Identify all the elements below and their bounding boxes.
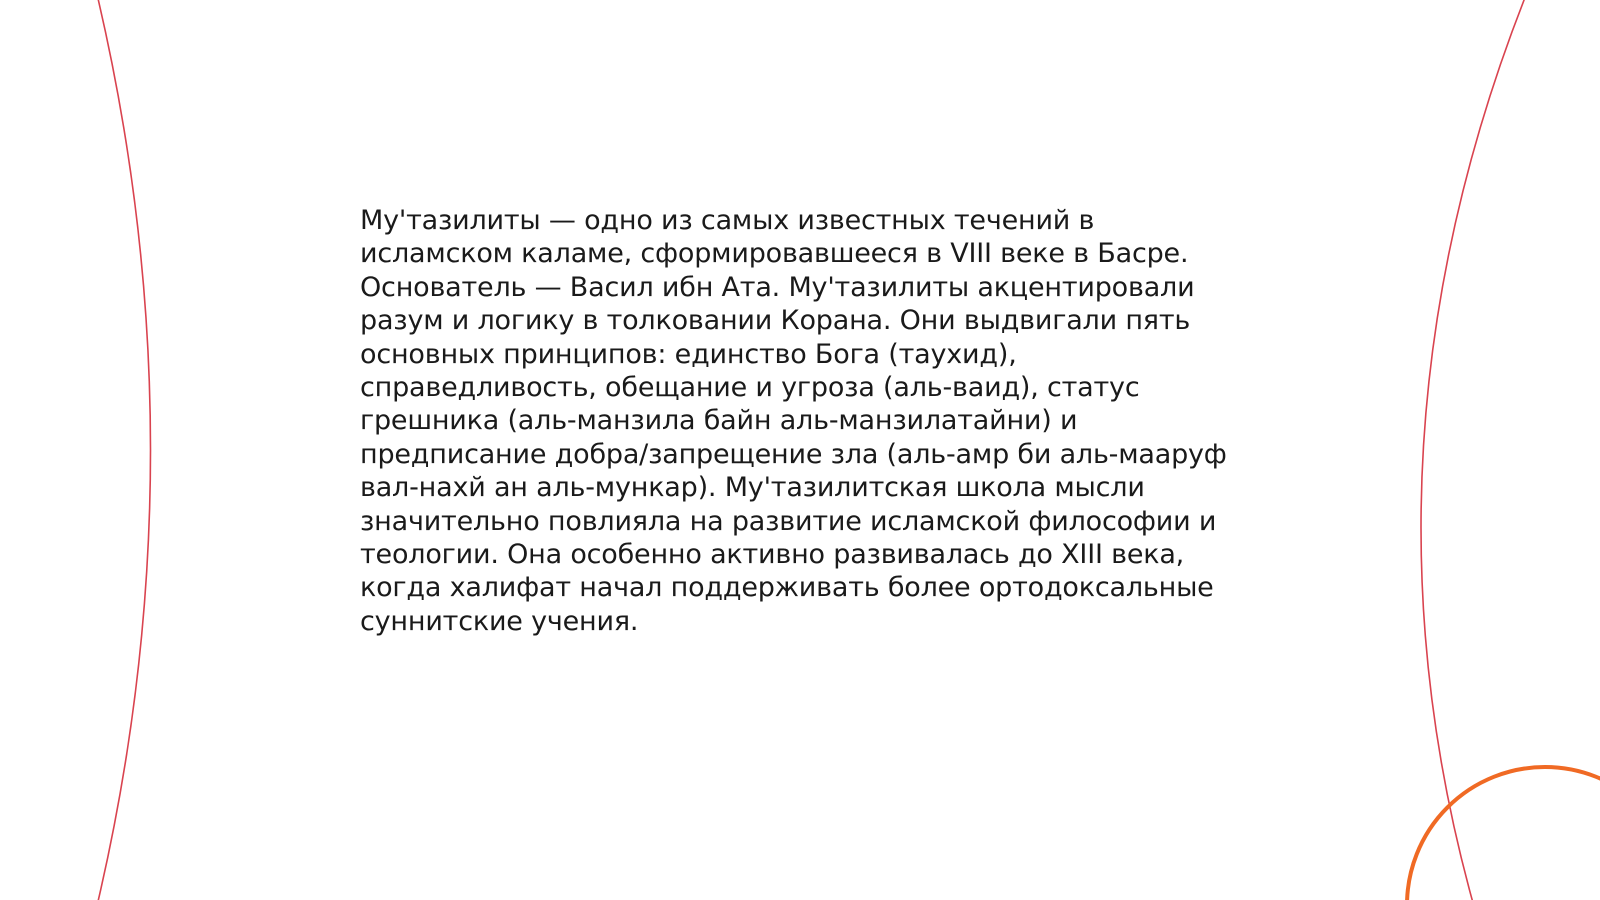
- left-arc-line: [96, 0, 151, 900]
- accent-circle: [1407, 767, 1600, 900]
- slide-body-text: Му'тазилиты — одно из самых известных течений в исламском каламе, сформировавшееся в VIII веке в Басре. Основатель — Васил ибн Ата. Му'тазилиты акцентировали разум и логику в толковании Корана. Они выдвигали пять основных принципов: единство Бога (таухид), справедливость, обещание и угроза (аль-ваид), статус грешника (аль-манзила байн аль-манзилатайни) и предписание добра/запрещение зла (аль-амр би аль-мааруф вал-нахй ан аль-мункар). Му'тазилитская школа мысли значительно повлияла на развитие исламской философии и теологии. Она особенно активно развивалась до XIII века, когда халифат начал поддерживать более ортодоксальные суннитские учения.: [360, 205, 1227, 637]
- right-arc-line: [1421, 0, 1528, 900]
